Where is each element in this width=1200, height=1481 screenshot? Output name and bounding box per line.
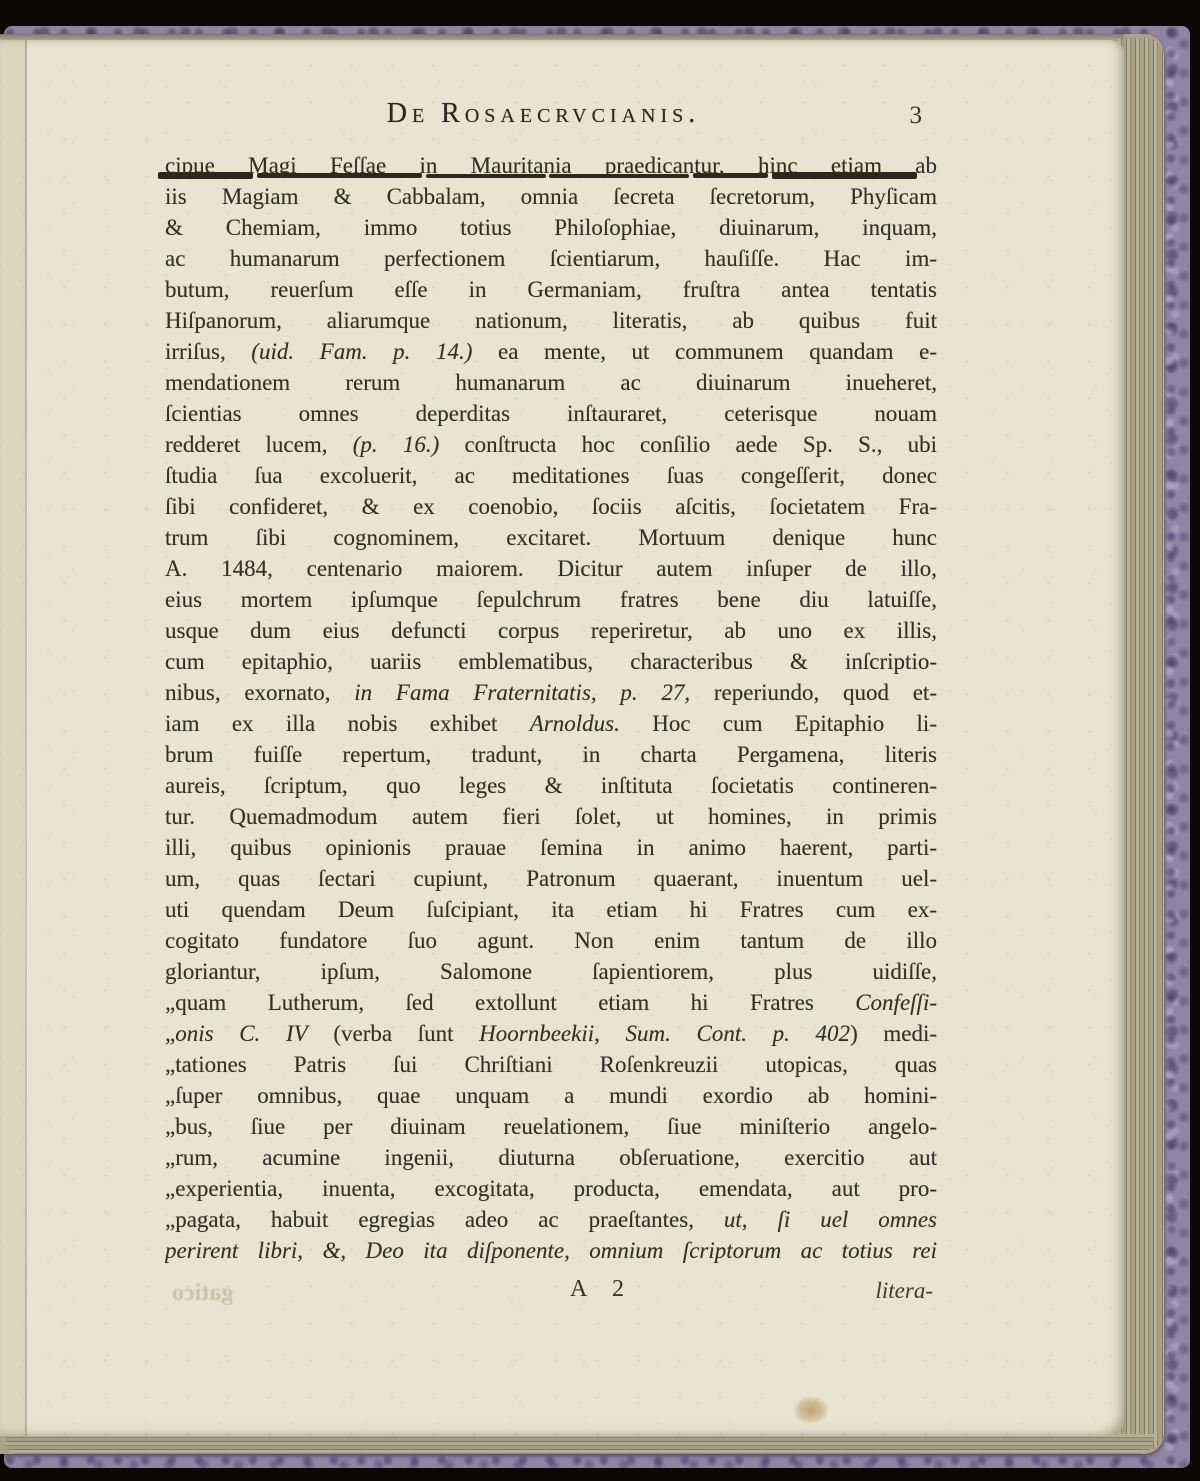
text-line: eius mortem ipſumque ſepulchrum fratres bene diu latuiſſe, [165,587,937,612]
text-line: „quam Lutherum, ſed extollunt etiam hi Fratres Confeſſi- [165,990,937,1015]
text-line: uti quendam Deum ſuſcipiant, ita etiam hi Fratres cum ex- [165,897,937,922]
book-page [0,40,1124,1436]
text-line: iis Magiam & Cabbalam, omnia ſecreta ſecretorum, Phyſicam [165,184,937,209]
signature-mark: A 2 [570,1276,635,1302]
text-line: ſcientias omnes deperditas inſtauraret, ceterisque nouam [165,401,937,426]
text-line: usque dum eius defuncti corpus reperiretur, ab uno ex illis, [165,618,937,643]
text-line: butum, reuerſum eſſe in Germaniam, fruſtra antea tentatis [165,277,937,302]
header-title: De Rosaecrvcianis. [386,98,701,129]
text-line: cogitato fundatore ſuo agunt. Non enim tantum de illo [165,928,937,953]
page-stack-bottom-edge [6,1434,1154,1454]
text-line: „bus, ſiue per diuinam reuelationem, ſiue miniſterio angelo- [165,1114,937,1139]
text-line: „tationes Patris ſui Chriſtiani Roſenkreuzii utopicas, quas [165,1052,937,1077]
text-line: cum epitaphio, uariis emblematibus, characteribus & inſcriptio- [165,649,937,674]
running-header [165,98,922,136]
text-line: perirent libri, &, Deo ita diſponente, omnium ſcriptorum ac totius rei [165,1238,937,1263]
text-line: gloriantur, ipſum, Salomone ſapientiorem, plus uidiſſe, [165,959,937,984]
text-line: aureis, ſcriptum, quo leges & inſtituta ſocietatis contineren- [165,773,937,798]
page-stack-right-edge [1118,38,1164,1450]
text-line: ac humanarum perfectionem ſcientiarum, hauſiſſe. Hac im- [165,246,937,271]
page-top-edge-shadow [0,34,1124,40]
gutter-fold-line [25,40,27,1436]
show-through-text: gatico [172,1280,234,1306]
text-line: tur. Quemadmodum autem fieri ſolet, ut homines, in primis [165,804,937,829]
body-text [165,150,937,1266]
text-line: ſtudia ſua excoluerit, ac meditationes ſuas congeſſerit, donec [165,463,937,488]
text-line: redderet lucem, (p. 16.) conſtructa hoc conſilio aede Sp. S., ubi [165,432,937,457]
text-line: trum ſibi cognominem, excitaret. Mortuum denique hunc [165,525,937,550]
text-line: „ſuper omnibus, quae unquam a mundi exordio ab homini- [165,1083,937,1108]
text-line: iam ex illa nobis exhibet Arnoldus. Hoc cum Epitaphio li- [165,711,937,736]
header-page-number: 3 [909,102,922,129]
text-line: brum fuiſſe repertum, tradunt, in charta Pergamena, literis [165,742,937,767]
stain-mark [793,1396,829,1424]
text-line: mendationem rerum humanarum ac diuinarum inueheret, [165,370,937,395]
text-line: „rum, acumine ingenii, diuturna obſeruatione, exercitio aut [165,1145,937,1170]
text-line: „pagata, habuit egregias adeo ac praeſtantes, ut, ſi uel omnes [165,1207,937,1232]
text-line: irriſus, (uid. Fam. p. 14.) ea mente, ut communem quandam e- [165,339,937,364]
catchword: litera- [875,1278,933,1303]
text-line: Hiſpanorum, aliarumque nationum, literatis, ab quibus fuit [165,308,937,333]
text-line: „experientia, inuenta, excogitata, producta, emendata, aut pro- [165,1176,937,1201]
text-line: A. 1484, centenario maiorem. Dicitur autem inſuper de illo, [165,556,937,581]
text-line: nibus, exornato, in Fama Fraternitatis, p. 27, reperiundo, quod et- [165,680,937,705]
text-line: ſibi confideret, & ex coenobio, ſociis aſcitis, ſocietatem Fra- [165,494,937,519]
text-line: „onis C. IV (verba ſunt Hoornbeekii, Sum. Cont. p. 402) medi- [165,1021,937,1046]
text-line: & Chemiam, immo totius Philoſophiae, diuinarum, inquam, [165,215,937,240]
text-line: cipue Magi Feſſae in Mauritania praedicantur, hinc etiam ab [165,153,937,178]
page-footer [165,1276,937,1310]
text-line: um, quas ſectari cupiunt, Patronum quaerant, inuentum uel- [165,866,937,891]
text-line: illi, quibus opinionis prauae ſemina in animo haerent, parti- [165,835,937,860]
gutter-shade [0,40,25,1436]
